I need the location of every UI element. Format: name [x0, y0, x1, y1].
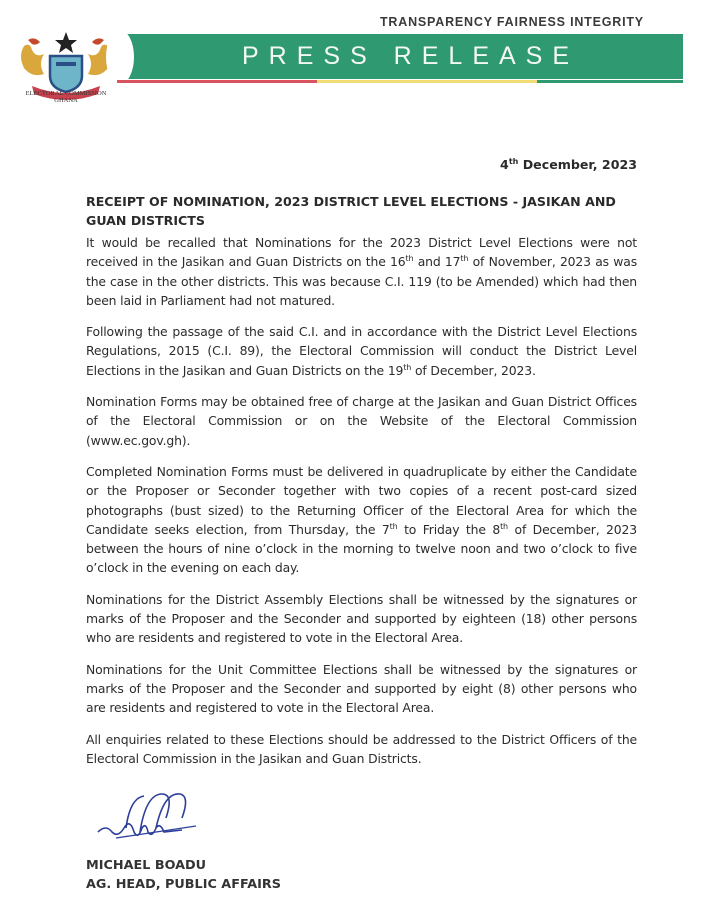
paragraph-4: Completed Nomination Forms must be delivered in quadruplicate by either the Candidate or the Proposer or Seconder together with two copies of a recent post-card sized photographs (bust sized) to the Returning Officer of the Electoral Area for which the Candidate seeks election, from Thursday, the 7th to Friday the 8th of December, 2023 between the hours of nine o’clock in the morning to twelve noon and two o’clock to five o’clock in the evening on each day. — [86, 463, 637, 576]
shield-icon — [50, 56, 82, 92]
org-caption-line1: ELECTORAL COMMISSION — [25, 90, 107, 97]
paragraph-2: Following the passage of the said C.I. and in accordance with the District Level Elections Regulations, 2015 (C.I. 89), the Electoral Commission will conduct the District Level Elections in the Jasikan and Guan Districts on the 19th of December, 2023. — [86, 324, 637, 378]
press-release-body — [86, 157, 637, 894]
tagline: TRANSPARENCY FAIRNESS INTEGRITY — [380, 15, 644, 29]
black-star-icon — [55, 32, 77, 53]
org-caption-line2: GHANA — [54, 97, 78, 104]
paragraph-1: It would be recalled that Nominations for the 2023 District Level Elections were not received in the Jasikan and Guan Districts on the 16th and 17th of November, 2023 as was the case in the other districts. This was because C.I. 119 (to be Amended) which had then been laid in Parliament had not matured. — [86, 235, 638, 308]
paragraph-5: Nominations for the District Assembly Elections shall be witnessed by the signatures or marks of the Proposer and the Seconder and supported by eighteen (18) other persons who are residents and registered to vote in the Electoral Area. — [86, 591, 637, 646]
eagle-left-icon — [21, 38, 44, 75]
banner-title: PRESS RELEASE — [241, 42, 580, 70]
stripe-red — [117, 80, 317, 83]
stripe-yellow — [317, 80, 537, 83]
paragraph-6: Nominations for the Unit Committee Elections shall be witnessed by the signatures or marks of the Proposer and the Seconder and supported by eight (8) other persons who are residents and registered to vote in the Electoral Area. — [86, 661, 637, 716]
paragraph-3: Nomination Forms may be obtained free of charge at the Jasikan and Guan District Offices of the Electoral Commission or on the Website of the Electoral Commission (www.ec.gov.gh). — [86, 394, 637, 448]
stripe-green — [537, 80, 683, 83]
signature-icon — [86, 788, 216, 852]
release-date: 4th December, 2023 — [500, 156, 637, 172]
release-heading: RECEIPT OF NOMINATION, 2023 DISTRICT LEVEL ELECTIONS - JASIKAN AND GUAN DISTRICTS — [86, 194, 616, 228]
signer-title: AG. HEAD, PUBLIC AFFAIRS — [86, 877, 281, 893]
paragraph-7: All enquiries related to these Elections should be addressed to the District Officers of the Electoral Commission in the Jasikan and Guan Districts. — [86, 731, 637, 766]
signer-name: MICHAEL BOADU — [86, 858, 207, 874]
org-caption — [12, 90, 120, 104]
